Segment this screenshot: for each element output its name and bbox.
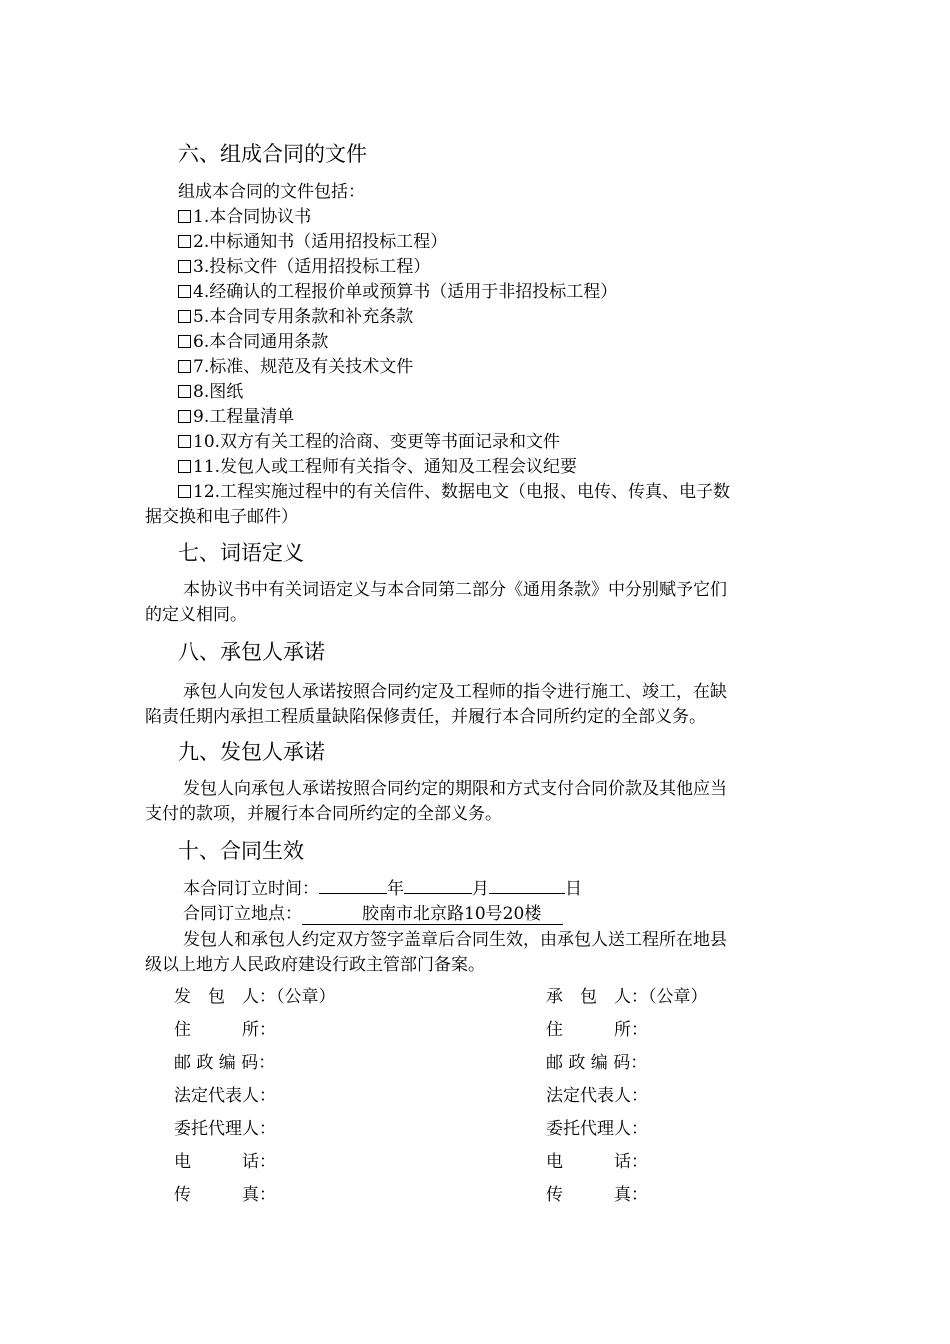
section9-heading: 九、发包人承诺: [178, 740, 325, 764]
document-item-continuation: 据交换和电子邮件）: [145, 507, 298, 527]
document-item: 5.本合同专用条款和补充条款: [178, 302, 413, 327]
checkbox[interactable]: [178, 435, 191, 448]
contractor-fax-label: 传 真：: [546, 1185, 648, 1205]
document-item: 10.双方有关工程的洽商、变更等书面记录和文件: [178, 427, 560, 452]
sign-month-blank[interactable]: [404, 877, 472, 894]
sign-time-label: 本合同订立时间：: [183, 879, 319, 899]
section9-text-line2: 支付的款项，并履行本合同所约定的全部义务。: [145, 804, 502, 824]
checkbox[interactable]: [178, 260, 191, 273]
document-item: 2.中标通知书（适用招投标工程）: [178, 227, 447, 252]
checkbox[interactable]: [178, 460, 191, 473]
day-label: 日: [565, 879, 582, 899]
checkbox[interactable]: [178, 285, 191, 298]
checkbox[interactable]: [178, 235, 191, 248]
contractor-address-label: 住 所：: [546, 1020, 648, 1040]
contractor-party-label: 承 包 人：（公章）: [546, 987, 708, 1007]
contractor-postcode-label: 邮 政 编 码：: [546, 1053, 648, 1073]
section10-heading: 十、合同生效: [178, 839, 304, 863]
contractor-phone-label: 电 话：: [546, 1152, 648, 1172]
employer-agent-label: 委托代理人：: [174, 1119, 276, 1139]
section8-text-line1: 承包人向发包人承诺按照合同约定及工程师的指令进行施工、竣工，在缺: [183, 682, 727, 702]
section8-text-line2: 陷责任期内承担工程质量缺陷保修责任，并履行本合同所约定的全部义务。: [145, 707, 706, 727]
section10-text-line2: 级以上地方人民政府建设行政主管部门备案。: [145, 955, 485, 975]
checkbox[interactable]: [178, 485, 191, 498]
employer-fax-label: 传 真：: [174, 1185, 276, 1205]
section9-text-line1: 发包人向承包人承诺按照合同约定的期限和方式支付合同价款及其他应当: [183, 779, 727, 799]
sign-year-blank[interactable]: [319, 877, 387, 894]
section8-heading: 八、承包人承诺: [178, 640, 325, 664]
document-item: 9.工程量清单: [178, 402, 294, 427]
section6-intro: 组成本合同的文件包括：: [178, 182, 365, 202]
sign-time-line: [183, 874, 582, 899]
sign-day-blank[interactable]: [489, 877, 565, 894]
document-item: 1.本合同协议书: [178, 202, 311, 227]
section7-text-line1: 本协议书中有关词语定义与本合同第二部分《通用条款》中分别赋予它们: [183, 580, 727, 600]
document-item: 11.发包人或工程师有关指令、通知及工程会议纪要: [178, 452, 577, 477]
employer-legal-rep-label: 法定代表人：: [174, 1086, 276, 1106]
document-item: 7.标准、规范及有关技术文件: [178, 352, 413, 377]
checkbox[interactable]: [178, 410, 191, 423]
sign-place-line: [183, 899, 563, 925]
checkbox[interactable]: [178, 360, 191, 373]
section10-text-line1: 发包人和承包人约定双方签字盖章后合同生效，由承包人送工程所在地县: [183, 930, 727, 950]
contractor-agent-label: 委托代理人：: [546, 1119, 648, 1139]
document-item: 12.工程实施过程中的有关信件、数据电文（电报、电传、传真、电子数: [178, 477, 730, 502]
document-item: 8.图纸: [178, 377, 243, 402]
section6-heading: 六、组成合同的文件: [178, 142, 367, 166]
checkbox[interactable]: [178, 385, 191, 398]
employer-address-label: 住 所：: [174, 1020, 276, 1040]
document-item: 4.经确认的工程报价单或预算书（适用于非招投标工程）: [178, 277, 617, 302]
employer-party-label: 发 包 人：（公章）: [174, 987, 336, 1007]
contractor-legal-rep-label: 法定代表人：: [546, 1086, 648, 1106]
document-item: 3.投标文件（适用招投标工程）: [178, 252, 430, 277]
document-item: 6.本合同通用条款: [178, 327, 328, 352]
checkbox[interactable]: [178, 210, 191, 223]
section7-text-line2: 的定义相同。: [145, 605, 247, 625]
sign-place-label: 合同订立地点：: [183, 904, 302, 924]
employer-phone-label: 电 话：: [174, 1152, 276, 1172]
month-label: 月: [472, 879, 489, 899]
year-label: 年: [387, 879, 404, 899]
sign-place-value: 胶南市北京路10号20楼: [302, 899, 563, 925]
checkbox[interactable]: [178, 335, 191, 348]
employer-postcode-label: 邮 政 编 码：: [174, 1053, 276, 1073]
checkbox[interactable]: [178, 310, 191, 323]
section7-heading: 七、词语定义: [178, 541, 304, 565]
